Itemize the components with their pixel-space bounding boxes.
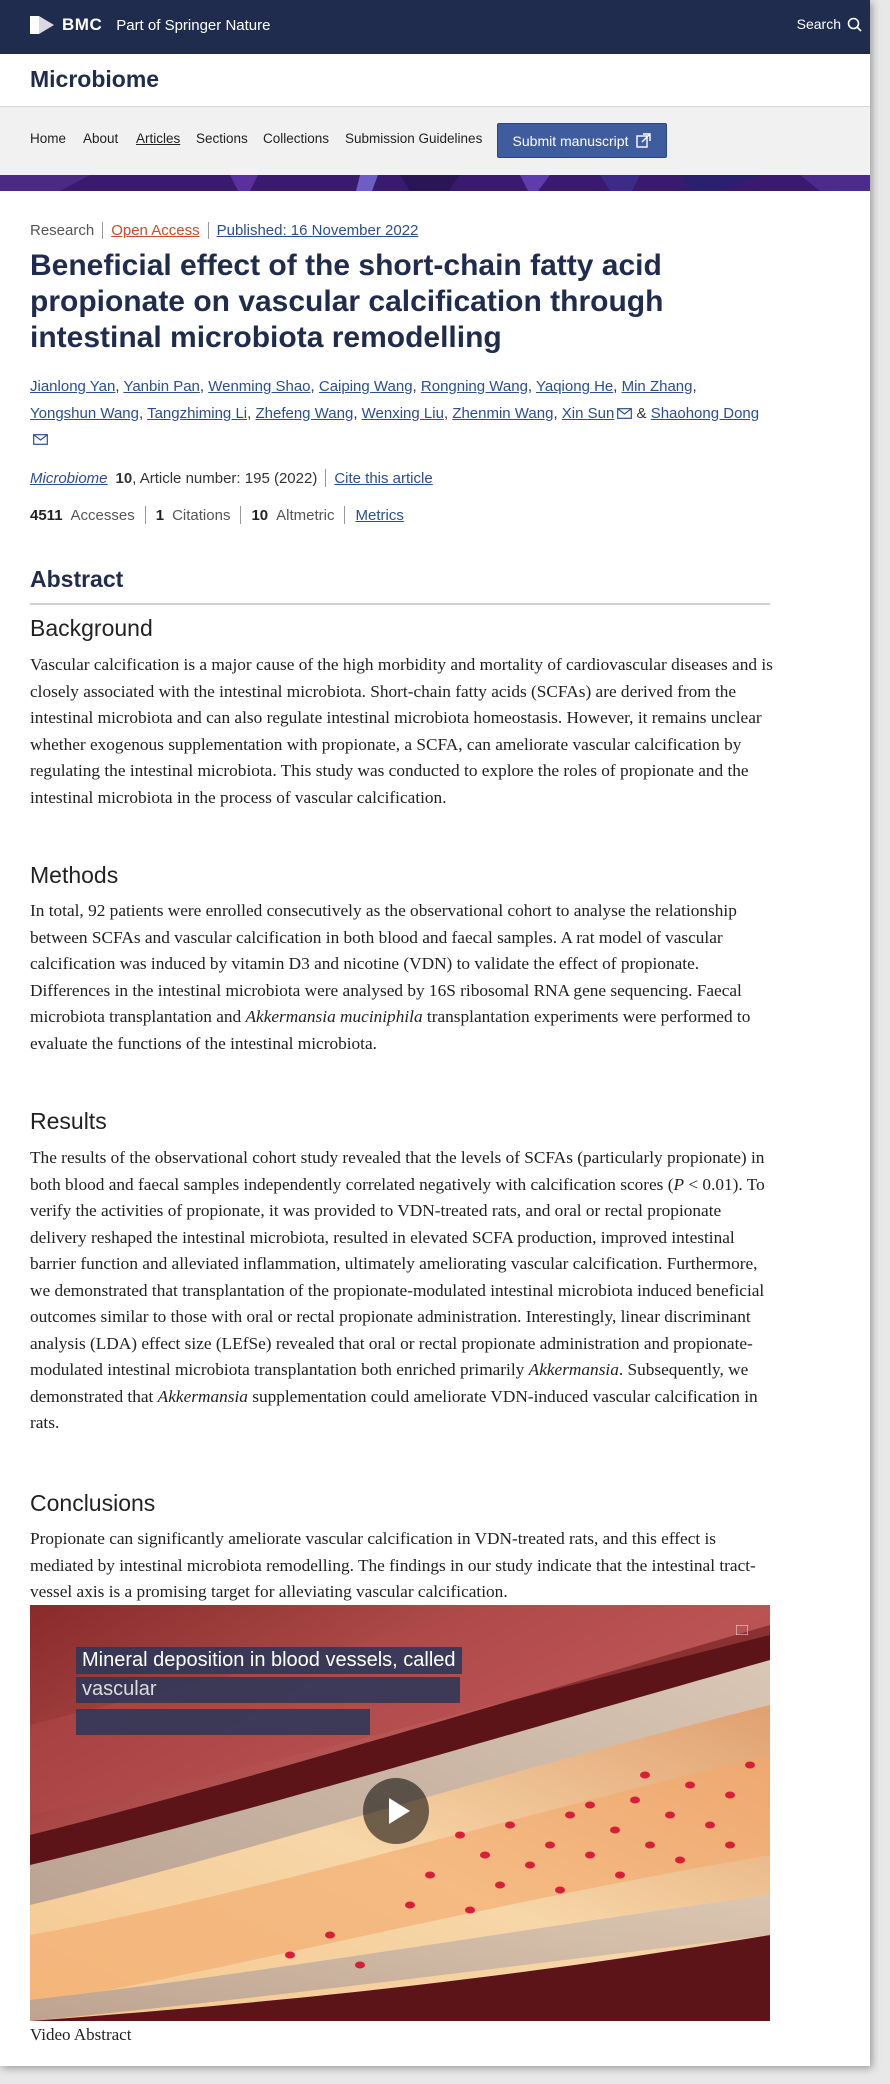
conclusions-heading: Conclusions (30, 1490, 156, 1516)
results-text (30, 1145, 775, 1437)
author-link[interactable]: Shaohong Dong (650, 404, 760, 422)
nav-about[interactable]: About (83, 131, 119, 146)
author-link[interactable]: Yaqiong He (535, 378, 614, 395)
author-link[interactable]: Zhefeng Wang (255, 404, 354, 422)
author-separator: , (527, 378, 533, 395)
author-link[interactable]: Xin Sun (561, 404, 615, 422)
author-separator: , (692, 378, 697, 395)
methods-text-part: transplantation experiments were performed to evaluate the functions of the intestinal microbiota. (30, 1007, 751, 1053)
play-icon (363, 1778, 429, 1844)
article-title: Beneficial effect of the short-chain fatty acid propionate on vascular calcification through intestinal microbiota remodelling (30, 249, 664, 354)
research-square-logo (736, 1625, 748, 1635)
nav-collections[interactable]: Collections (263, 131, 330, 146)
author-separator: , (412, 378, 417, 395)
background-text: Vascular calcification is a major cause of the high morbidity and mortality of cardiovascular diseases and is closely associated with the intestinal microbiota. Short-chain fatty acids (SCFAs) are derived from the intestinal microbiota and can also regulate intestinal microbiota homeostasis. However, it remains unclear whether exogenous supplementation with propionate, a SCFA, can ameliorate vascular calcification by regulating the intestinal microbiota. This study was conducted to explore the roles of propionate and the intestinal microbiota in the process of vascular calcification. (30, 655, 773, 807)
author-separator: , (247, 404, 252, 422)
metrics-link[interactable]: Metrics (355, 506, 404, 524)
altmetric-value: 10 (251, 506, 269, 524)
author-link[interactable]: Caiping Wang (318, 378, 413, 395)
author-separator: , (310, 378, 315, 395)
genus-name: Akkermansia (528, 1360, 619, 1379)
methods-text (30, 898, 775, 1057)
nav-submission-guidelines[interactable]: Submission Guidelines (345, 131, 483, 146)
metrics-line (30, 506, 404, 524)
author-link[interactable]: Yanbin Pan (123, 378, 200, 395)
submit-manuscript-label: Submit manuscript (512, 132, 629, 149)
journal-title-link[interactable]: Microbiome (30, 66, 160, 92)
conclusions-text: Propionate can significantly ameliorate vascular calcification in VDN-treated rats, and this effect is mediated by intestinal microbiota remodelling. The findings in our study indicate that the intestinal tract-vessel axis is a promising target for alleviating vascular calcification. (30, 1529, 756, 1601)
methods-heading: Methods (30, 862, 119, 888)
nav-home[interactable]: Home (30, 131, 67, 146)
article-number: , Article number: 195 (2022) (132, 469, 318, 487)
methods-text-part: In total, 92 patients were enrolled consecutively as the observational cohort to analyse the relationship between SCFAs and vascular calcification in both blood and faecal samples. A rat model of vascular calcification was induced by vitamin D3 and nicotine (VDN) to validate the effect of propionate. Differences in the intestinal microbiota were analysed by 16S ribosomal RNA gene sequencing. Faecal microbiota transplantation and (30, 901, 742, 1026)
bmc-brand[interactable] (30, 15, 270, 35)
published-date-link[interactable]: Published: 16 November 2022 (216, 222, 419, 239)
email-icon[interactable] (617, 408, 632, 419)
video-caption-line: vascular (76, 1677, 460, 1703)
author-link[interactable]: Rongning Wang (420, 378, 528, 395)
author-link[interactable]: Tangzhiming Li (147, 404, 248, 422)
search-button[interactable] (797, 16, 862, 32)
author-link[interactable]: Wenming Shao (208, 378, 311, 395)
nav-articles[interactable]: Articles (136, 131, 181, 146)
author-separator: , (115, 378, 120, 395)
springer-nature-link[interactable]: Part of Springer Nature (116, 16, 271, 34)
results-text-part: . Subsequently, we demonstrated that (30, 1360, 749, 1406)
citations-value: 1 (155, 506, 165, 524)
divider (325, 469, 326, 487)
accesses-label: Accesses (70, 506, 135, 524)
species-name: Akkermansia muciniphila (245, 1007, 423, 1026)
author-link[interactable]: Zhenmin Wang (452, 404, 554, 422)
email-icon[interactable] (33, 434, 48, 445)
divider (208, 222, 209, 239)
top-bar (0, 0, 870, 54)
nav-sections[interactable]: Sections (196, 131, 248, 146)
submit-manuscript-button[interactable] (497, 123, 667, 158)
volume: 10 (115, 469, 133, 487)
divider (102, 222, 103, 239)
article-meta (30, 222, 418, 239)
search-icon (847, 17, 862, 32)
video-caption-line: Mineral deposition in blood vessels, called (76, 1647, 462, 1674)
author-separator: , (553, 404, 558, 422)
video-abstract-label: Video Abstract (30, 2025, 132, 2044)
author-separator: , (353, 404, 358, 422)
brand-name: BMC (62, 15, 103, 34)
results-text-part: supplementation could ameliorate VDN-induced vascular calcification in rats. (30, 1386, 758, 1432)
journal-bar (0, 54, 870, 107)
article-type: Research (30, 222, 95, 239)
results-text-part: The results of the observational cohort study revealed that the levels of SCFAs (particularly propionate) in both blood and faecal samples independently correlated negatively with calcification scores ( (30, 1148, 765, 1194)
video-caption-placeholder (76, 1709, 370, 1735)
logo-icon (736, 1625, 748, 1635)
author-link[interactable]: Wenxing Liu (361, 404, 444, 422)
search-label: Search (796, 16, 841, 32)
background-heading: Background (30, 615, 153, 641)
video-abstract-player[interactable] (30, 1605, 770, 2021)
author-ampersand: & (636, 404, 647, 422)
journal-nav (0, 107, 870, 175)
accesses-value: 4511 (30, 506, 63, 524)
author-separator: , (138, 404, 144, 422)
altmetric-label: Altmetric (276, 506, 335, 524)
divider (145, 506, 146, 524)
citation-line (30, 469, 433, 487)
genus-name: Akkermansia (157, 1386, 248, 1406)
p-value-symbol: P (673, 1174, 685, 1194)
abstract-heading: Abstract (30, 566, 770, 605)
divider (240, 506, 241, 524)
journal-name-link[interactable]: Microbiome (30, 469, 108, 487)
author-link[interactable]: Jianlong Yan (30, 378, 116, 395)
results-heading: Results (30, 1108, 107, 1134)
author-separator: , (199, 378, 205, 395)
decorative-banner (0, 175, 870, 191)
author-list (30, 374, 760, 454)
author-separator: , (613, 378, 618, 395)
divider (344, 506, 345, 524)
open-access-link[interactable]: Open Access (111, 222, 200, 239)
author-link[interactable]: Min Zhang (621, 378, 693, 395)
author-link[interactable]: Yongshun Wang (30, 404, 139, 422)
external-link-icon (636, 133, 651, 148)
author-separator: , (443, 404, 449, 422)
play-button[interactable] (363, 1778, 429, 1844)
bmc-logo-icon (30, 16, 54, 34)
cite-this-article-link[interactable]: Cite this article (334, 469, 433, 487)
results-text-part: < 0.01). To verify the activities of propionate, it was provided to VDN-treated rats, and oral or rectal propionate delivery reshaped the intestinal microbiota, resulted in elevated SCFA production, improved intestinal barrier function and alleviated inflammation, ultimately ameliorating vascular calcification. Furthermore, we demonstrated that transplantation of the propionate-modulated intestinal microbiota induced beneficial outcomes similar to those with oral or rectal propionate administration. Interestingly, linear discriminant analysis (LDA) effect size (LEfSe) revealed that oral or rectal propionate administration and propionate-modulated intestinal microbiota transplantation both enriched primarily (30, 1174, 765, 1379)
citations-label: Citations (172, 506, 231, 524)
